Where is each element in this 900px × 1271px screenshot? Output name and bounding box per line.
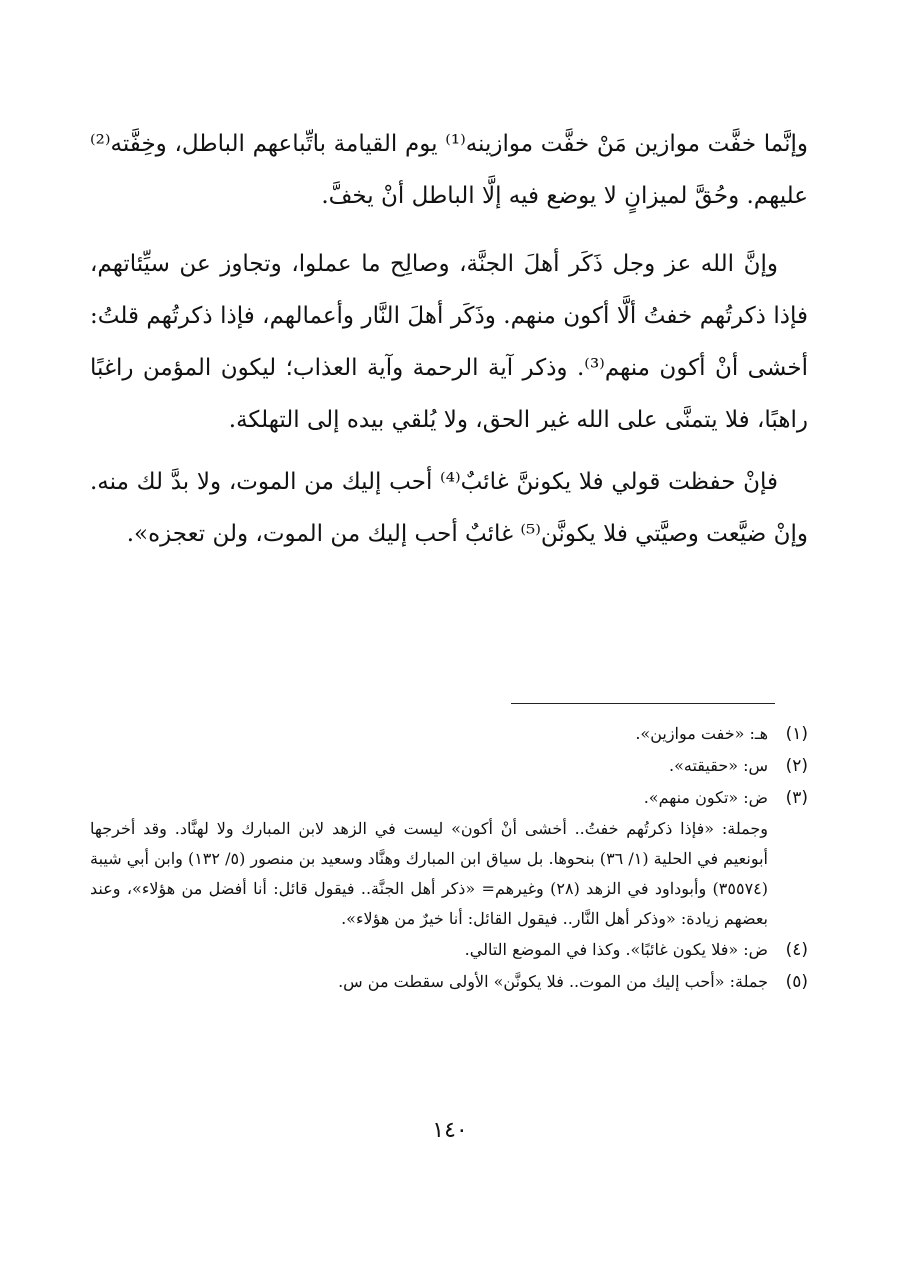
page-number: ١٤٠ (432, 1118, 468, 1143)
footnote-text: ض: «فلا يكون غائبًا». وكذا في الموضع التالي. (464, 940, 768, 959)
footnote-number: (٣) (785, 788, 808, 808)
footnote-5 (90, 966, 808, 998)
footnote-number: (٢) (785, 756, 808, 776)
paragraph-1: وإنَّما خفَّت موازين مَنْ خفَّت موازينه⁽¹⁾ يوم القيامة باتِّباعهم الباطل، وخِفَّته⁽²⁾ عليهم. وحُقَّ لميزانٍ لا يوضع فيه إلَّا الباطل أنْ يخفَّ. (90, 131, 808, 209)
main-text (90, 118, 808, 570)
footnote-text: هـ: «خفت موازين». (635, 724, 768, 743)
footnote-text: س: «حقيقته». (669, 756, 768, 775)
footnote-3-continuation: وجملة: «فإذا ذكرتُهم خفتُ.. أخشى أنْ أكون» ليست في الزهد لابن المبارك ولا لهنَّاد. وقد أخرجها أبونعيم في الحلية (١/ ٣٦) بنحوها. بل سياق ابن المبارك وهنَّاد وسعيد بن منصور (٥/ ١٣٢) وابن أبي شيبة (٣٥٥٧٤) وأبوداود في الزهد (٢٨) وغيرهم= «ذكر أهل الجنَّة.. فيقول قائل: أنا أفضل من هؤلاء»، وعند بعضهم زيادة: «وذكر أهل النَّار.. فيقول القائل: أنا خيرٌ من هؤلاء». (90, 819, 769, 928)
footnote-text: ض: «تكون منهم». (643, 788, 768, 807)
paragraph-2: وإنَّ الله عز وجل ذَكَر أهلَ الجنَّة، وصالِح ما عملوا، وتجاوز عن سيِّئاتهم، فإذا ذكرتُهم خفتُ ألَّا أكون منهم. وذَكَر أهلَ النَّار وأعمالهم، فإذا ذكرتُهم قلتُ: أخشى أنْ أكون منهم⁽³⁾. وذكر آية الرحمة وآية العذاب؛ ليكون المؤمن راغبًا راهبًا، فلا يتمنَّى على الله غير الحق، ولا يُلقي بيده إلى التهلكة. (90, 251, 808, 433)
footnote-number: (٥) (785, 972, 808, 992)
footnote-number: (٤) (785, 940, 808, 960)
footnote-text: جملة: «أحب إليك من الموت.. فلا يكونَّن» الأولى سقطت من س. (338, 972, 768, 991)
footnote-4 (90, 934, 808, 966)
footnote-separator (511, 703, 775, 704)
footnotes (90, 718, 808, 998)
paragraph-3: فإنْ حفظت قولي فلا يكوننَّ غائبٌ⁽⁴⁾ أحب إليك من الموت، ولا بدَّ لك منه. وإنْ ضيَّعت وصيَّتي فلا يكونَّن⁽⁵⁾ غائبٌ أحب إليك من الموت، ولن تعجزه». (90, 469, 808, 547)
footnote-number: (١) (785, 724, 808, 744)
footnote-2 (90, 750, 808, 782)
footnote-1 (90, 718, 808, 750)
footnote-3 (90, 782, 808, 814)
